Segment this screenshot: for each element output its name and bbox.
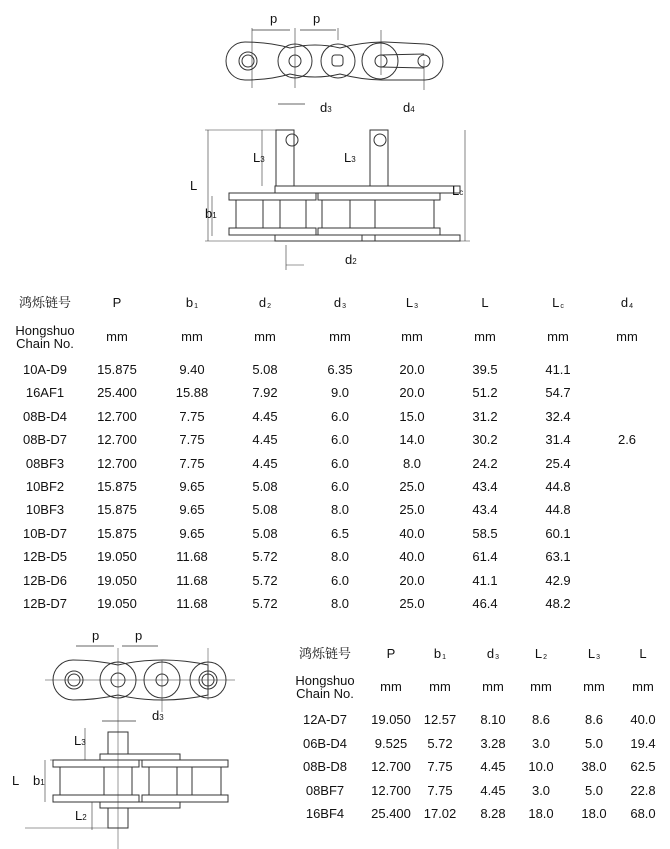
column-header: [621, 296, 633, 313]
header-symbol: d: [258, 295, 267, 310]
value-cell: 24.2: [472, 455, 498, 471]
header-symbol: b: [433, 646, 442, 661]
value-cell: 15.875: [97, 525, 137, 541]
value-cell: 5.08: [252, 479, 278, 494]
value-cell: 5.72: [252, 596, 278, 611]
pitch-label-2: p: [313, 11, 321, 26]
value-cell: 6.35: [327, 362, 353, 377]
value-cell: 7.75: [179, 432, 205, 448]
column-header: [186, 296, 198, 313]
value-cell: 5.08: [252, 502, 278, 518]
value-cell: 20.0: [399, 362, 425, 377]
value-cell: 32.4: [545, 408, 571, 424]
column-header: [259, 296, 271, 313]
header-symbol: d: [486, 646, 495, 661]
value-cell: 18.0: [528, 806, 554, 821]
header-symbol: L: [639, 646, 647, 661]
bottom-chain-diagram: [0, 620, 280, 849]
value-cell: 4.45: [252, 455, 278, 471]
d2-label: d2: [345, 252, 357, 267]
value-cell: 4.45: [480, 759, 506, 774]
chain-number-cell: 08B-D8: [302, 759, 348, 774]
value-cell: 4.45: [252, 408, 278, 424]
L-label: L: [190, 178, 198, 193]
value-cell: 6.0: [330, 408, 350, 424]
column-header: [639, 647, 646, 661]
value-cell: 43.4: [472, 502, 498, 518]
column-header: [588, 647, 600, 664]
value-cell: 12.700: [97, 455, 137, 471]
value-cell: 20.0: [399, 385, 425, 401]
value-cell: 15.875: [97, 502, 137, 518]
value-cell: 12.700: [371, 782, 411, 798]
chain-no-label: Hongshuo Chain No.: [295, 673, 355, 701]
chain-number-cell: 10B-D7: [22, 525, 68, 541]
header-symbol: d: [620, 295, 629, 310]
value-cell: 11.68: [176, 596, 208, 611]
value-cell: 12.700: [97, 432, 137, 448]
header-subscript: 3: [342, 303, 347, 310]
unit-label: mm: [106, 329, 128, 344]
column-header: [19, 296, 71, 310]
value-cell: 25.400: [97, 385, 137, 401]
header-symbol: 鸿烁链号: [298, 646, 352, 661]
value-cell: 14.0: [399, 432, 425, 448]
header-subscript: 1: [194, 303, 199, 310]
L-label: L: [12, 773, 20, 788]
pitch-label-1: p: [270, 11, 278, 26]
value-cell: 40.0: [399, 549, 425, 565]
header-symbol: P: [386, 646, 396, 661]
value-cell: 25.400: [371, 806, 411, 821]
header-symbol: b: [185, 295, 194, 310]
d4-label: d4: [403, 100, 415, 115]
value-cell: 9.65: [179, 525, 205, 541]
value-cell: 7.75: [427, 759, 453, 774]
value-cell: 3.0: [531, 782, 551, 798]
value-cell: 9.0: [330, 385, 350, 401]
value-cell: 58.5: [472, 525, 498, 541]
header-symbol: L: [481, 295, 489, 310]
value-cell: 41.1: [545, 362, 571, 377]
column-header: [481, 296, 488, 310]
unit-label: mm: [429, 679, 451, 694]
header-subscript: 3: [414, 303, 419, 310]
chain-number-cell: 12B-D6: [22, 572, 68, 588]
value-cell: 6.0: [330, 455, 350, 471]
value-cell: 68.0: [630, 806, 656, 821]
header-symbol: L: [534, 646, 543, 661]
value-cell: 8.10: [480, 712, 506, 727]
value-cell: 5.08: [252, 362, 278, 377]
header-subscript: 1: [442, 654, 447, 661]
chain-number-cell: 16BF4: [305, 806, 345, 821]
top-chain-diagram: [0, 0, 670, 285]
value-cell: 2.6: [617, 432, 637, 448]
unit-label: mm: [474, 329, 496, 344]
column-header: [434, 647, 446, 664]
value-cell: 19.050: [97, 549, 137, 565]
chain-number-cell: 10BF2: [25, 479, 65, 494]
header-subscript: c: [560, 303, 564, 310]
value-cell: 7.75: [179, 408, 205, 424]
chain-number-cell: 08BF7: [305, 782, 345, 798]
unit-label: mm: [329, 329, 351, 344]
value-cell: 43.4: [472, 479, 498, 494]
value-cell: 7.92: [252, 385, 278, 401]
value-cell: 6.0: [330, 572, 350, 588]
header-symbol: L: [405, 295, 414, 310]
column-header: [535, 647, 547, 664]
value-cell: 8.6: [531, 712, 551, 727]
value-cell: 40.0: [399, 525, 425, 541]
value-cell: 3.0: [531, 735, 551, 751]
value-cell: 8.0: [402, 455, 422, 471]
unit-label: mm: [530, 679, 552, 694]
value-cell: 17.02: [423, 806, 457, 821]
header-symbol: 鸿烁链号: [18, 295, 72, 310]
value-cell: 6.0: [330, 479, 350, 494]
b1-label: b1: [205, 206, 217, 221]
value-cell: 10.0: [528, 759, 554, 774]
value-cell: 25.0: [399, 596, 425, 611]
column-header: [406, 296, 418, 313]
value-cell: 44.8: [545, 479, 571, 494]
pitch-label-2: p: [135, 628, 143, 643]
value-cell: 9.65: [179, 479, 205, 494]
value-cell: 5.72: [252, 572, 278, 588]
column-header: [299, 647, 351, 661]
value-cell: 31.4: [545, 432, 571, 448]
value-cell: 15.875: [97, 479, 137, 494]
d3-label: d3: [152, 708, 164, 723]
value-cell: 12.700: [371, 759, 411, 774]
value-cell: 41.1: [472, 572, 498, 588]
chain-number-cell: 12B-D7: [22, 596, 68, 611]
column-header: [334, 296, 346, 313]
value-cell: 31.2: [472, 408, 498, 424]
value-cell: 11.68: [176, 549, 208, 565]
value-cell: 5.72: [252, 549, 278, 565]
value-cell: 48.2: [545, 596, 571, 611]
value-cell: 54.7: [545, 385, 571, 401]
value-cell: 4.45: [252, 432, 278, 448]
value-cell: 15.88: [175, 385, 209, 401]
header-subscript: 4: [629, 303, 634, 310]
value-cell: 61.4: [472, 549, 498, 565]
value-cell: 8.0: [330, 596, 350, 611]
unit-label: mm: [380, 679, 402, 694]
value-cell: 51.2: [472, 385, 498, 401]
value-cell: 25.4: [545, 455, 571, 471]
chain-no-label: Hongshuo Chain No.: [15, 323, 75, 351]
unit-label: mm: [616, 329, 638, 344]
value-cell: 12.700: [97, 408, 137, 424]
value-cell: 30.2: [472, 432, 498, 448]
value-cell: 4.45: [480, 782, 506, 798]
value-cell: 3.28: [480, 735, 506, 751]
header-subscript: 2: [267, 303, 272, 310]
value-cell: 9.65: [179, 502, 205, 518]
header-symbol: L: [552, 295, 560, 310]
chain-number-cell: 08B-D7: [22, 432, 68, 448]
chain-number-cell: 08B-D4: [22, 408, 68, 424]
value-cell: 25.0: [399, 479, 425, 494]
L3-label: L3: [74, 733, 86, 748]
value-cell: 5.08: [252, 525, 278, 541]
value-cell: 7.75: [427, 782, 453, 798]
value-cell: 6.5: [330, 525, 350, 541]
pitch-label-1: p: [92, 628, 100, 643]
value-cell: 5.72: [427, 735, 453, 751]
value-cell: 7.75: [179, 455, 205, 471]
value-cell: 44.8: [545, 502, 571, 518]
header-symbol: L: [587, 646, 596, 661]
header-symbol: P: [112, 295, 122, 310]
chain-number-cell: 12B-D5: [22, 549, 68, 565]
value-cell: 9.525: [374, 735, 408, 751]
unit-label: mm: [632, 679, 654, 694]
value-cell: 15.0: [399, 408, 425, 424]
value-cell: 12.57: [423, 712, 457, 727]
value-cell: 62.5: [630, 759, 656, 774]
unit-label: mm: [401, 329, 423, 344]
L2-label: L2: [75, 808, 87, 823]
unit-label: mm: [583, 679, 605, 694]
value-cell: 19.050: [97, 572, 137, 588]
value-cell: 6.0: [330, 432, 350, 448]
chain-number-cell: 12A-D7: [302, 712, 348, 727]
header-subscript: 3: [596, 654, 601, 661]
unit-label: mm: [181, 329, 203, 344]
value-cell: 22.8: [630, 782, 656, 798]
chain-number-cell: 06B-D4: [302, 735, 348, 751]
value-cell: 8.0: [330, 502, 350, 518]
chain-number-cell: 10A-D9: [22, 362, 68, 377]
unit-label: mm: [482, 679, 504, 694]
chain-number-cell: 16AF1: [25, 385, 65, 401]
value-cell: 19.050: [97, 596, 137, 611]
value-cell: 5.0: [584, 735, 604, 751]
value-cell: 60.1: [545, 525, 571, 541]
header-subscript: 2: [543, 654, 548, 661]
value-cell: 19.050: [371, 712, 411, 727]
value-cell: 25.0: [399, 502, 425, 518]
value-cell: 20.0: [399, 572, 425, 588]
value-cell: 8.28: [480, 806, 506, 821]
value-cell: 9.40: [179, 362, 205, 377]
column-header: [113, 296, 122, 310]
value-cell: 11.68: [176, 572, 208, 588]
b1-label: b1: [33, 773, 45, 788]
value-cell: 46.4: [472, 596, 498, 611]
value-cell: 42.9: [545, 572, 571, 588]
column-header: [552, 296, 564, 313]
unit-label: mm: [254, 329, 276, 344]
L3-label-left: L3: [253, 150, 265, 165]
unit-label: mm: [547, 329, 569, 344]
header-subscript: 3: [495, 654, 500, 661]
value-cell: 18.0: [581, 806, 607, 821]
value-cell: 8.6: [584, 712, 604, 727]
value-cell: 38.0: [581, 759, 607, 774]
chain-number-cell: 10BF3: [25, 502, 65, 518]
value-cell: 15.875: [97, 362, 137, 377]
value-cell: 5.0: [584, 782, 604, 798]
L3-label-right: L3: [344, 150, 356, 165]
value-cell: 19.4: [630, 735, 656, 751]
value-cell: 40.0: [630, 712, 656, 727]
value-cell: 39.5: [472, 362, 498, 377]
column-header: [387, 647, 396, 661]
column-header: [487, 647, 499, 664]
header-symbol: d: [333, 295, 342, 310]
chain-number-cell: 08BF3: [25, 455, 65, 471]
value-cell: 8.0: [330, 549, 350, 565]
value-cell: 63.1: [545, 549, 571, 565]
Lc-label: Lc: [452, 183, 464, 198]
d3-label: d3: [320, 100, 332, 115]
